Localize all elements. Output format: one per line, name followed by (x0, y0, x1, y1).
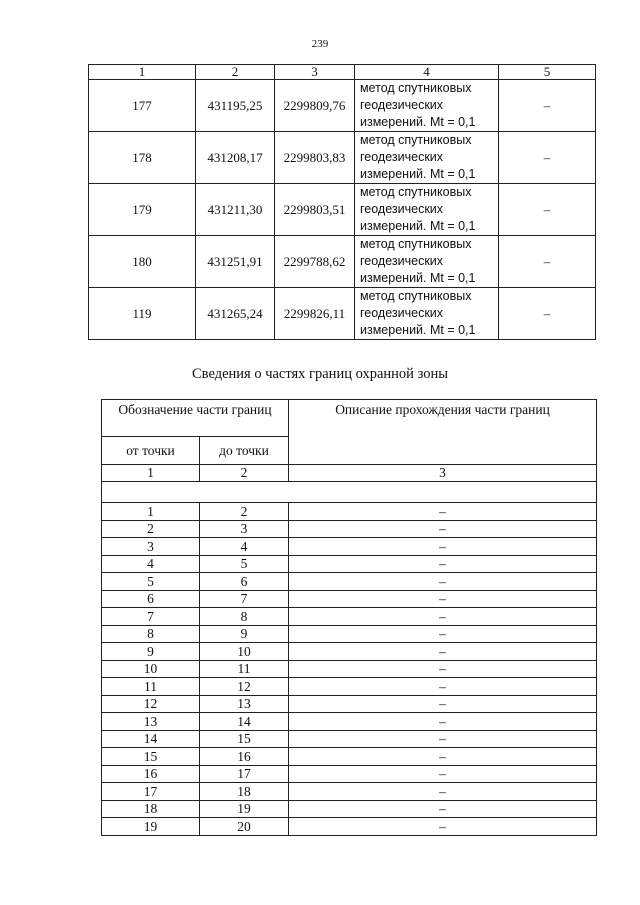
boundary-row (102, 643, 597, 661)
designation-header: Обозначение части границ (102, 400, 289, 437)
boundary-row (102, 520, 597, 538)
note-cell: – (499, 288, 596, 340)
method-line: измерений. Mt = 0,1 (360, 219, 476, 233)
note-cell: – (499, 80, 596, 132)
coordinate-x: 431265,24 (196, 288, 275, 340)
to-point: 15 (200, 730, 289, 748)
boundary-row (102, 538, 597, 556)
from-point: 10 (102, 660, 200, 678)
method-line: метод спутниковых (360, 133, 472, 147)
coordinate-x: 431208,17 (196, 132, 275, 184)
note-cell: – (499, 236, 596, 288)
to-point: 14 (200, 713, 289, 731)
column-number: 2 (200, 465, 289, 482)
to-point-header: до точки (200, 437, 289, 465)
method-line: измерений. Mt = 0,1 (360, 167, 476, 181)
boundary-row (102, 783, 597, 801)
boundary-description: – (289, 625, 597, 643)
method-line: геодезических (360, 202, 444, 216)
from-point: 18 (102, 800, 200, 818)
boundary-description: – (289, 800, 597, 818)
boundary-row (102, 503, 597, 521)
from-point: 14 (102, 730, 200, 748)
method-line: измерений. Mt = 0,1 (360, 271, 476, 285)
boundary-row (102, 765, 597, 783)
from-point: 15 (102, 748, 200, 766)
method-line: метод спутниковых (360, 185, 472, 199)
boundary-row (102, 573, 597, 591)
method-line: геодезических (360, 98, 444, 112)
boundary-description: – (289, 783, 597, 801)
boundary-parts-caption: Сведения о частях границ охранной зоны (192, 366, 448, 382)
method-line: геодезических (360, 306, 444, 320)
to-point: 18 (200, 783, 289, 801)
to-point: 11 (200, 660, 289, 678)
from-point: 5 (102, 573, 200, 591)
boundary-row (102, 748, 597, 766)
to-point: 20 (200, 818, 289, 836)
boundary-blank-row (102, 482, 597, 503)
method-description (355, 236, 499, 288)
from-point: 19 (102, 818, 200, 836)
boundary-description: – (289, 713, 597, 731)
coordinate-y: 2299803,83 (275, 132, 355, 184)
point-number: 119 (89, 288, 196, 340)
boundary-description: – (289, 730, 597, 748)
to-point: 2 (200, 503, 289, 521)
to-point: 9 (200, 625, 289, 643)
boundary-row (102, 678, 597, 696)
coordinate-x: 431251,91 (196, 236, 275, 288)
page-number: 239 (311, 38, 329, 50)
to-point: 6 (200, 573, 289, 591)
boundary-row (102, 695, 597, 713)
boundary-row (102, 730, 597, 748)
boundary-description: – (289, 643, 597, 661)
method-line: метод спутниковых (360, 237, 472, 251)
coordinate-x: 431211,30 (196, 184, 275, 236)
to-point: 17 (200, 765, 289, 783)
boundary-description: – (289, 765, 597, 783)
point-number: 177 (89, 80, 196, 132)
boundary-parts-table (101, 399, 597, 836)
to-point: 3 (200, 520, 289, 538)
from-point: 4 (102, 555, 200, 573)
from-point: 12 (102, 695, 200, 713)
method-description (355, 288, 499, 340)
boundary-description: – (289, 520, 597, 538)
boundary-row (102, 608, 597, 626)
method-description (355, 184, 499, 236)
coordinate-x: 431195,25 (196, 80, 275, 132)
coordinates-table (88, 64, 596, 340)
boundary-row (102, 713, 597, 731)
point-number: 179 (89, 184, 196, 236)
to-point: 10 (200, 643, 289, 661)
method-line: геодезических (360, 150, 444, 164)
to-point: 5 (200, 555, 289, 573)
boundary-description: – (289, 590, 597, 608)
boundary-description: – (289, 608, 597, 626)
boundary-row (102, 590, 597, 608)
coordinate-row (89, 236, 596, 288)
to-point: 16 (200, 748, 289, 766)
column-number: 1 (102, 465, 200, 482)
boundary-description: – (289, 678, 597, 696)
to-point: 8 (200, 608, 289, 626)
boundary-description: – (289, 695, 597, 713)
from-point: 13 (102, 713, 200, 731)
point-number: 178 (89, 132, 196, 184)
from-point: 17 (102, 783, 200, 801)
coordinate-row (89, 80, 596, 132)
coordinate-y: 2299826,11 (275, 288, 355, 340)
from-point: 16 (102, 765, 200, 783)
boundary-description: – (289, 818, 597, 836)
from-point: 1 (102, 503, 200, 521)
to-point: 4 (200, 538, 289, 556)
from-point: 8 (102, 625, 200, 643)
boundary-description: – (289, 573, 597, 591)
from-point: 9 (102, 643, 200, 661)
boundary-header-row (102, 400, 597, 437)
method-line: измерений. Mt = 0,1 (360, 323, 476, 337)
to-point: 12 (200, 678, 289, 696)
coordinate-row (89, 132, 596, 184)
from-point: 6 (102, 590, 200, 608)
description-header: Описание прохождения части границ (289, 400, 597, 465)
column-number: 5 (499, 65, 596, 80)
column-number: 3 (275, 65, 355, 80)
to-point: 7 (200, 590, 289, 608)
coordinate-y: 2299803,51 (275, 184, 355, 236)
to-point: 19 (200, 800, 289, 818)
coordinates-header-row (89, 65, 596, 80)
coordinate-row (89, 288, 596, 340)
boundary-row (102, 625, 597, 643)
column-number: 2 (196, 65, 275, 80)
note-cell: – (499, 184, 596, 236)
note-cell: – (499, 132, 596, 184)
boundary-row (102, 660, 597, 678)
method-description (355, 80, 499, 132)
blank-cell (102, 482, 597, 503)
coordinate-row (89, 184, 596, 236)
column-number: 4 (355, 65, 499, 80)
coordinate-y: 2299809,76 (275, 80, 355, 132)
boundary-description: – (289, 538, 597, 556)
boundary-row (102, 555, 597, 573)
coordinate-y: 2299788,62 (275, 236, 355, 288)
boundary-row (102, 818, 597, 836)
method-line: измерений. Mt = 0,1 (360, 115, 476, 129)
point-number: 180 (89, 236, 196, 288)
method-line: геодезических (360, 254, 444, 268)
from-point: 11 (102, 678, 200, 696)
column-number: 3 (289, 465, 597, 482)
boundary-description: – (289, 660, 597, 678)
boundary-column-numbers-row (102, 465, 597, 482)
boundary-description: – (289, 503, 597, 521)
from-point-header: от точки (102, 437, 200, 465)
method-line: метод спутниковых (360, 81, 472, 95)
method-line: метод спутниковых (360, 289, 472, 303)
method-description (355, 132, 499, 184)
boundary-row (102, 800, 597, 818)
from-point: 3 (102, 538, 200, 556)
boundary-description: – (289, 748, 597, 766)
boundary-description: – (289, 555, 597, 573)
from-point: 2 (102, 520, 200, 538)
from-point: 7 (102, 608, 200, 626)
to-point: 13 (200, 695, 289, 713)
column-number: 1 (89, 65, 196, 80)
